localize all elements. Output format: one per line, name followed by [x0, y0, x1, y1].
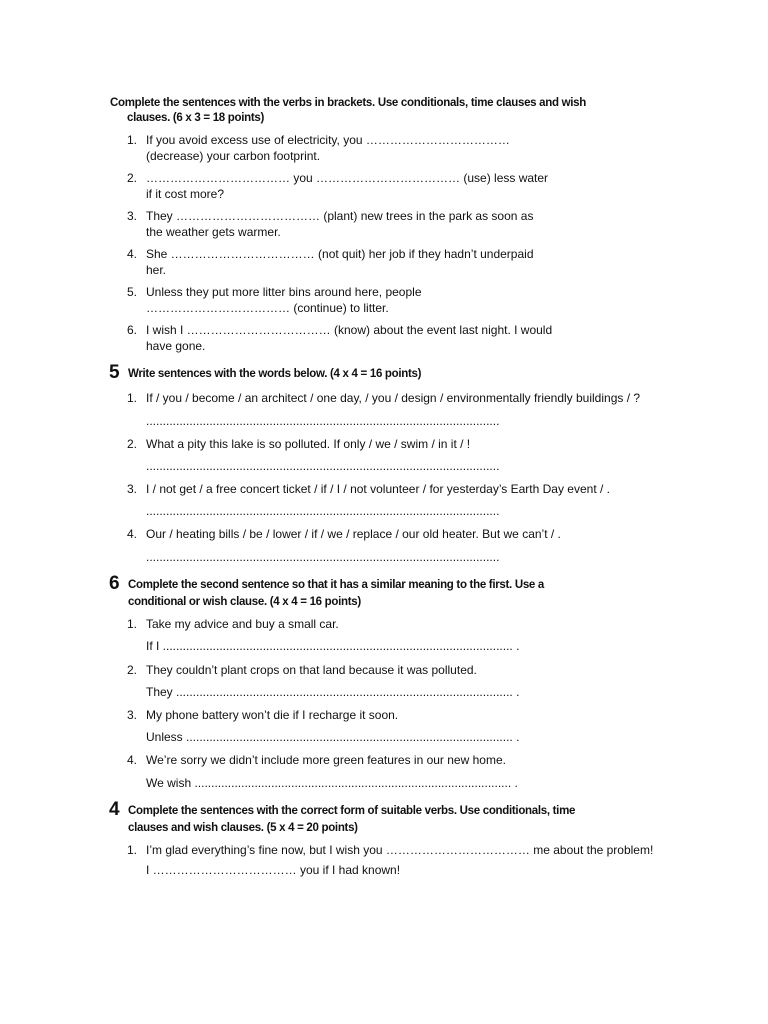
item-line: if it cost more?	[146, 187, 225, 201]
item-number: 4.	[127, 527, 138, 541]
item-number: 2.	[127, 663, 138, 677]
item-line: ……………………………… you ……………………………… (use) less water	[146, 171, 549, 185]
item-number: 4.	[127, 247, 138, 261]
item-number: 2.	[127, 437, 138, 451]
item-number: 5.	[127, 285, 138, 299]
answer-line[interactable]: I ……………………………… you if I had known!	[146, 863, 401, 877]
item-line: her.	[146, 263, 167, 277]
section-5-instruction: Write sentences with the words below. (4 x 4 = 16 points)	[128, 368, 422, 380]
answer-line[interactable]: If I ......................................................................................................... .	[146, 639, 520, 653]
item-line: She ……………………………… (not quit) her job if they hadn’t underpaid	[146, 247, 534, 261]
section-4-instruction-cont: clauses and wish clauses. (5 x 4 = 20 points)	[128, 822, 358, 834]
item-text: I’m glad everything’s fine now, but I wish you ……………………………… me about the problem!	[146, 843, 654, 857]
section-number: 4	[109, 799, 120, 820]
item-number: 3.	[127, 482, 138, 496]
item-number: 1.	[127, 391, 138, 405]
item-line: If you avoid excess use of electricity, you ………………………………	[146, 133, 510, 147]
item-number: 1.	[127, 617, 138, 631]
item-text: My phone battery won’t die if I recharge it soon.	[146, 708, 399, 722]
item-line: I wish I ……………………………… (know) about the event last night. I would	[146, 323, 553, 337]
item-line: Unless they put more litter bins around here, people	[146, 285, 422, 299]
answer-line[interactable]: ..........................................................................................................	[146, 550, 500, 564]
answer-line[interactable]: ..........................................................................................................	[146, 414, 500, 428]
section-4-instruction: Complete the sentences with the correct form of suitable verbs. Use conditionals, time	[128, 805, 576, 817]
item-text: If / you / become / an architect / one day, / you / design / environmentally friendly buildings / ?	[146, 391, 641, 405]
item-line: They ……………………………… (plant) new trees in the park as soon as	[146, 209, 534, 223]
item-text: They couldn’t plant crops on that land because it was polluted.	[146, 663, 477, 677]
section-6-instruction: Complete the second sentence so that it has a similar meaning to the first. Use a	[128, 579, 545, 591]
item-number: 2.	[127, 171, 138, 185]
section-number: 6	[109, 573, 120, 594]
item-line: the weather gets warmer.	[146, 225, 281, 239]
item-number: 1.	[127, 843, 138, 857]
answer-line[interactable]: ..........................................................................................................	[146, 504, 500, 518]
section-number: 5	[109, 362, 120, 383]
item-text: Our / heating bills / be / lower / if / we / replace / our old heater. But we can’t / .	[146, 527, 561, 541]
answer-line[interactable]: They ..................................................................................................... .	[146, 685, 520, 699]
section-top-instruction: Complete the sentences with the verbs in brackets. Use conditionals, time clauses and wish	[110, 97, 586, 109]
item-text: What a pity this lake is so polluted. If only / we / swim / in it / !	[146, 437, 471, 451]
item-number: 3.	[127, 209, 138, 223]
item-number: 6.	[127, 323, 138, 337]
section-6-instruction-cont: conditional or wish clause. (4 x 4 = 16 points)	[128, 596, 361, 608]
item-number: 3.	[127, 708, 138, 722]
item-text: We’re sorry we didn’t include more green features in our new home.	[146, 753, 506, 767]
item-line: ……………………………… (continue) to litter.	[146, 301, 389, 315]
item-line: have gone.	[146, 339, 206, 353]
item-number: 4.	[127, 753, 138, 767]
item-text: I / not get / a free concert ticket / if / I / not volunteer / for yesterday’s Earth Day event / .	[146, 482, 610, 496]
item-number: 1.	[127, 133, 138, 147]
section-top-instruction-cont: clauses. (6 x 3 = 18 points)	[127, 112, 265, 124]
answer-line[interactable]: Unless .................................................................................................. .	[146, 730, 520, 744]
item-text: Take my advice and buy a small car.	[146, 617, 339, 631]
item-line: (decrease) your carbon footprint.	[146, 149, 321, 163]
answer-line[interactable]: We wish ............................................................................................... .	[146, 776, 518, 790]
answer-line[interactable]: ..........................................................................................................	[146, 459, 500, 473]
